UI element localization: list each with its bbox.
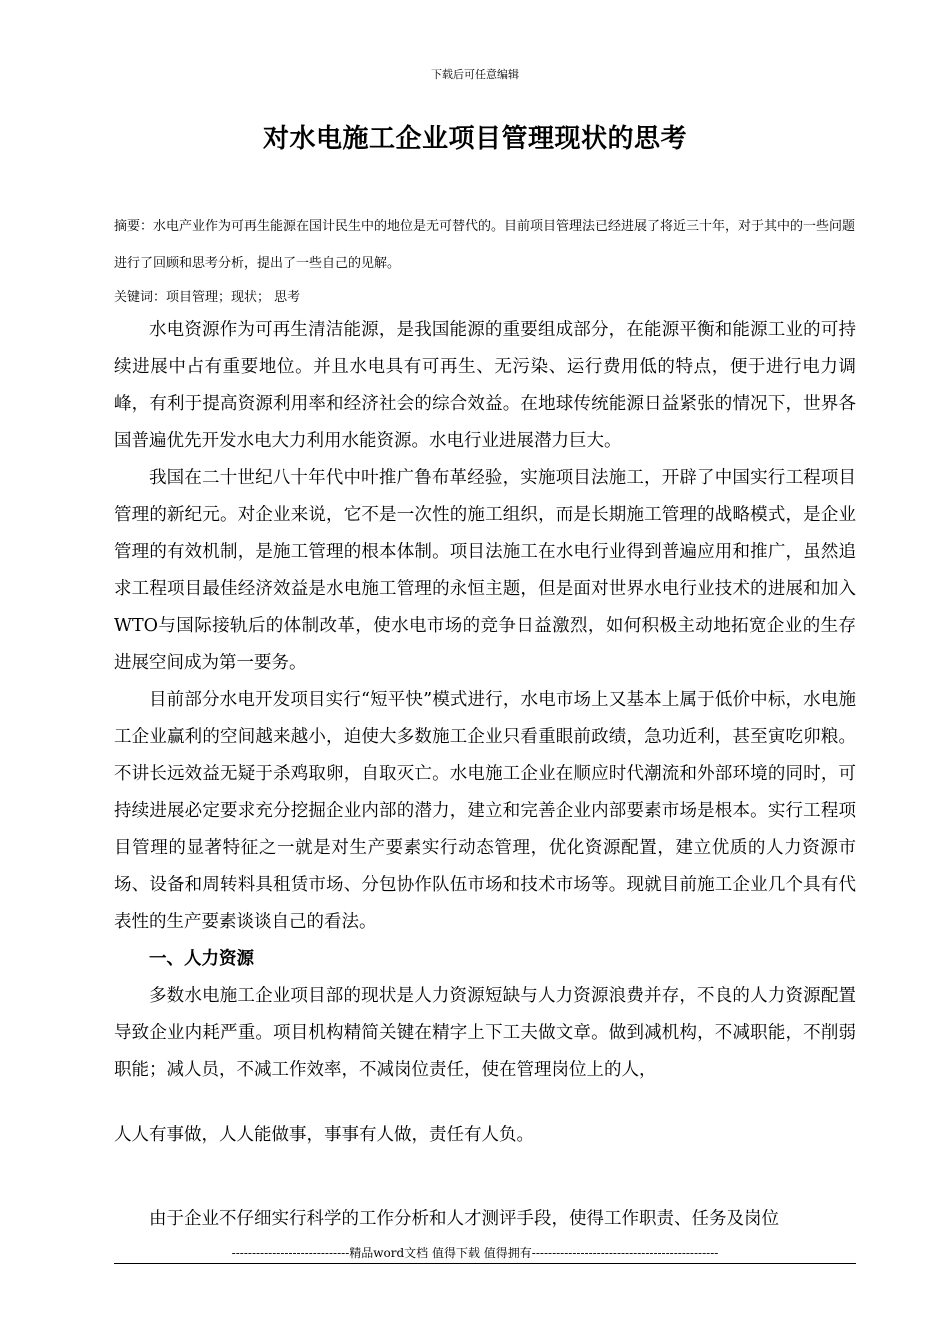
paragraph-2: 我国在二十世纪八十年代中叶推广鲁布革经验，实施项目法施工，开辟了中国实行工程项目管理的新纪元。对企业来说，它不是一次性的施工组织，而是长期施工管理的战略模式，是企业管理的有效机制，是施工管理的根本体制。项目法施工在水电行业得到普遍应用和推广，虽然追求工程项目最佳经济效益是水电施工管理的永恒主题，但是面对世界水电行业技术的进展和加入WTO与国际接轨后的体制改革，使水电市场的竞争日益激烈，如何积极主动地拓宽企业的生存进展空间成为第一要务。 bbox=[114, 468, 856, 673]
section-paragraph-continued: 人人有事做，人人能做事，事事有人做，责任有人负。 bbox=[114, 1125, 534, 1145]
section-paragraph: 多数水电施工企业项目部的现状是人力资源短缺与人力资源浪费并存，不良的人力资源配置导致企业内耗严重。项目机构精简关键在精字上下工夫做文章。做到减机构，不减职能，不削弱职能；减人员，不减工作效率，不减岗位责任，使在管理岗位上的人， bbox=[114, 986, 856, 1080]
abstract bbox=[114, 208, 856, 282]
abstract-text: 水电产业作为可再生能源在国计民生中的地位是无可替代的。目前项目管理法已经进展了将近三十年，对于其中的一些问题进行了回顾和思考分析，提出了一些自己的见解。 bbox=[114, 219, 856, 271]
abstract-label: 摘要： bbox=[114, 219, 154, 234]
paragraph-1: 水电资源作为可再生清洁能源，是我国能源的重要组成部分，在能源平衡和能源工业的可持续进展中占有重要地位。并且水电具有可再生、无污染、运行费用低的特点，便于进行电力调峰，有利于提高资源利用率和经济社会的综合效益。在地球传统能源日益紧张的情况下，世界各国普遍优先开发水电大力利用水能资源。水电行业进展潜力巨大。 bbox=[114, 320, 856, 451]
keywords bbox=[114, 287, 856, 309]
body-text bbox=[114, 312, 856, 1154]
section-heading-human-resources: 一、人力资源 bbox=[149, 949, 254, 969]
footer-rule bbox=[114, 1263, 856, 1264]
document-title: 对水电施工企业项目管理现状的思考 bbox=[262, 124, 687, 154]
keywords-label: 关键词： bbox=[114, 290, 167, 305]
paragraph-truncated: 由于企业不仔细实行科学的工作分析和人才测评手段，使得工作职责、任务及岗位 bbox=[149, 1209, 779, 1229]
page-footer: -----------------------------精品word文档 值得下载 值得拥有---------------------------------------------- bbox=[231, 1246, 719, 1260]
keywords-text: 项目管理；现状； 思考 bbox=[166, 290, 301, 305]
paragraph-3: 目前部分水电开发项目实行“短平快”模式进行，水电市场上又基本上属于低价中标，水电施工企业赢利的空间越来越小，迫使大多数施工企业只看重眼前政绩，急功近利，甚至寅吃卯粮。不讲长远效益无疑于杀鸡取卵，自取灭亡。水电施工企业在顺应时代潮流和外部环境的同时，可持续进展必定要求充分挖掘企业内部的潜力，建立和完善企业内部要素市场是根本。实行工程项目管理的显著特征之一就是对生产要素实行动态管理，优化资源配置，建立优质的人力资源市场、设备和周转料具租赁市场、分包协作队伍市场和技术市场等。现就目前施工企业几个具有代表性的生产要素谈谈自己的看法。 bbox=[114, 690, 856, 932]
page-header: 下载后可任意编辑 bbox=[431, 68, 519, 81]
